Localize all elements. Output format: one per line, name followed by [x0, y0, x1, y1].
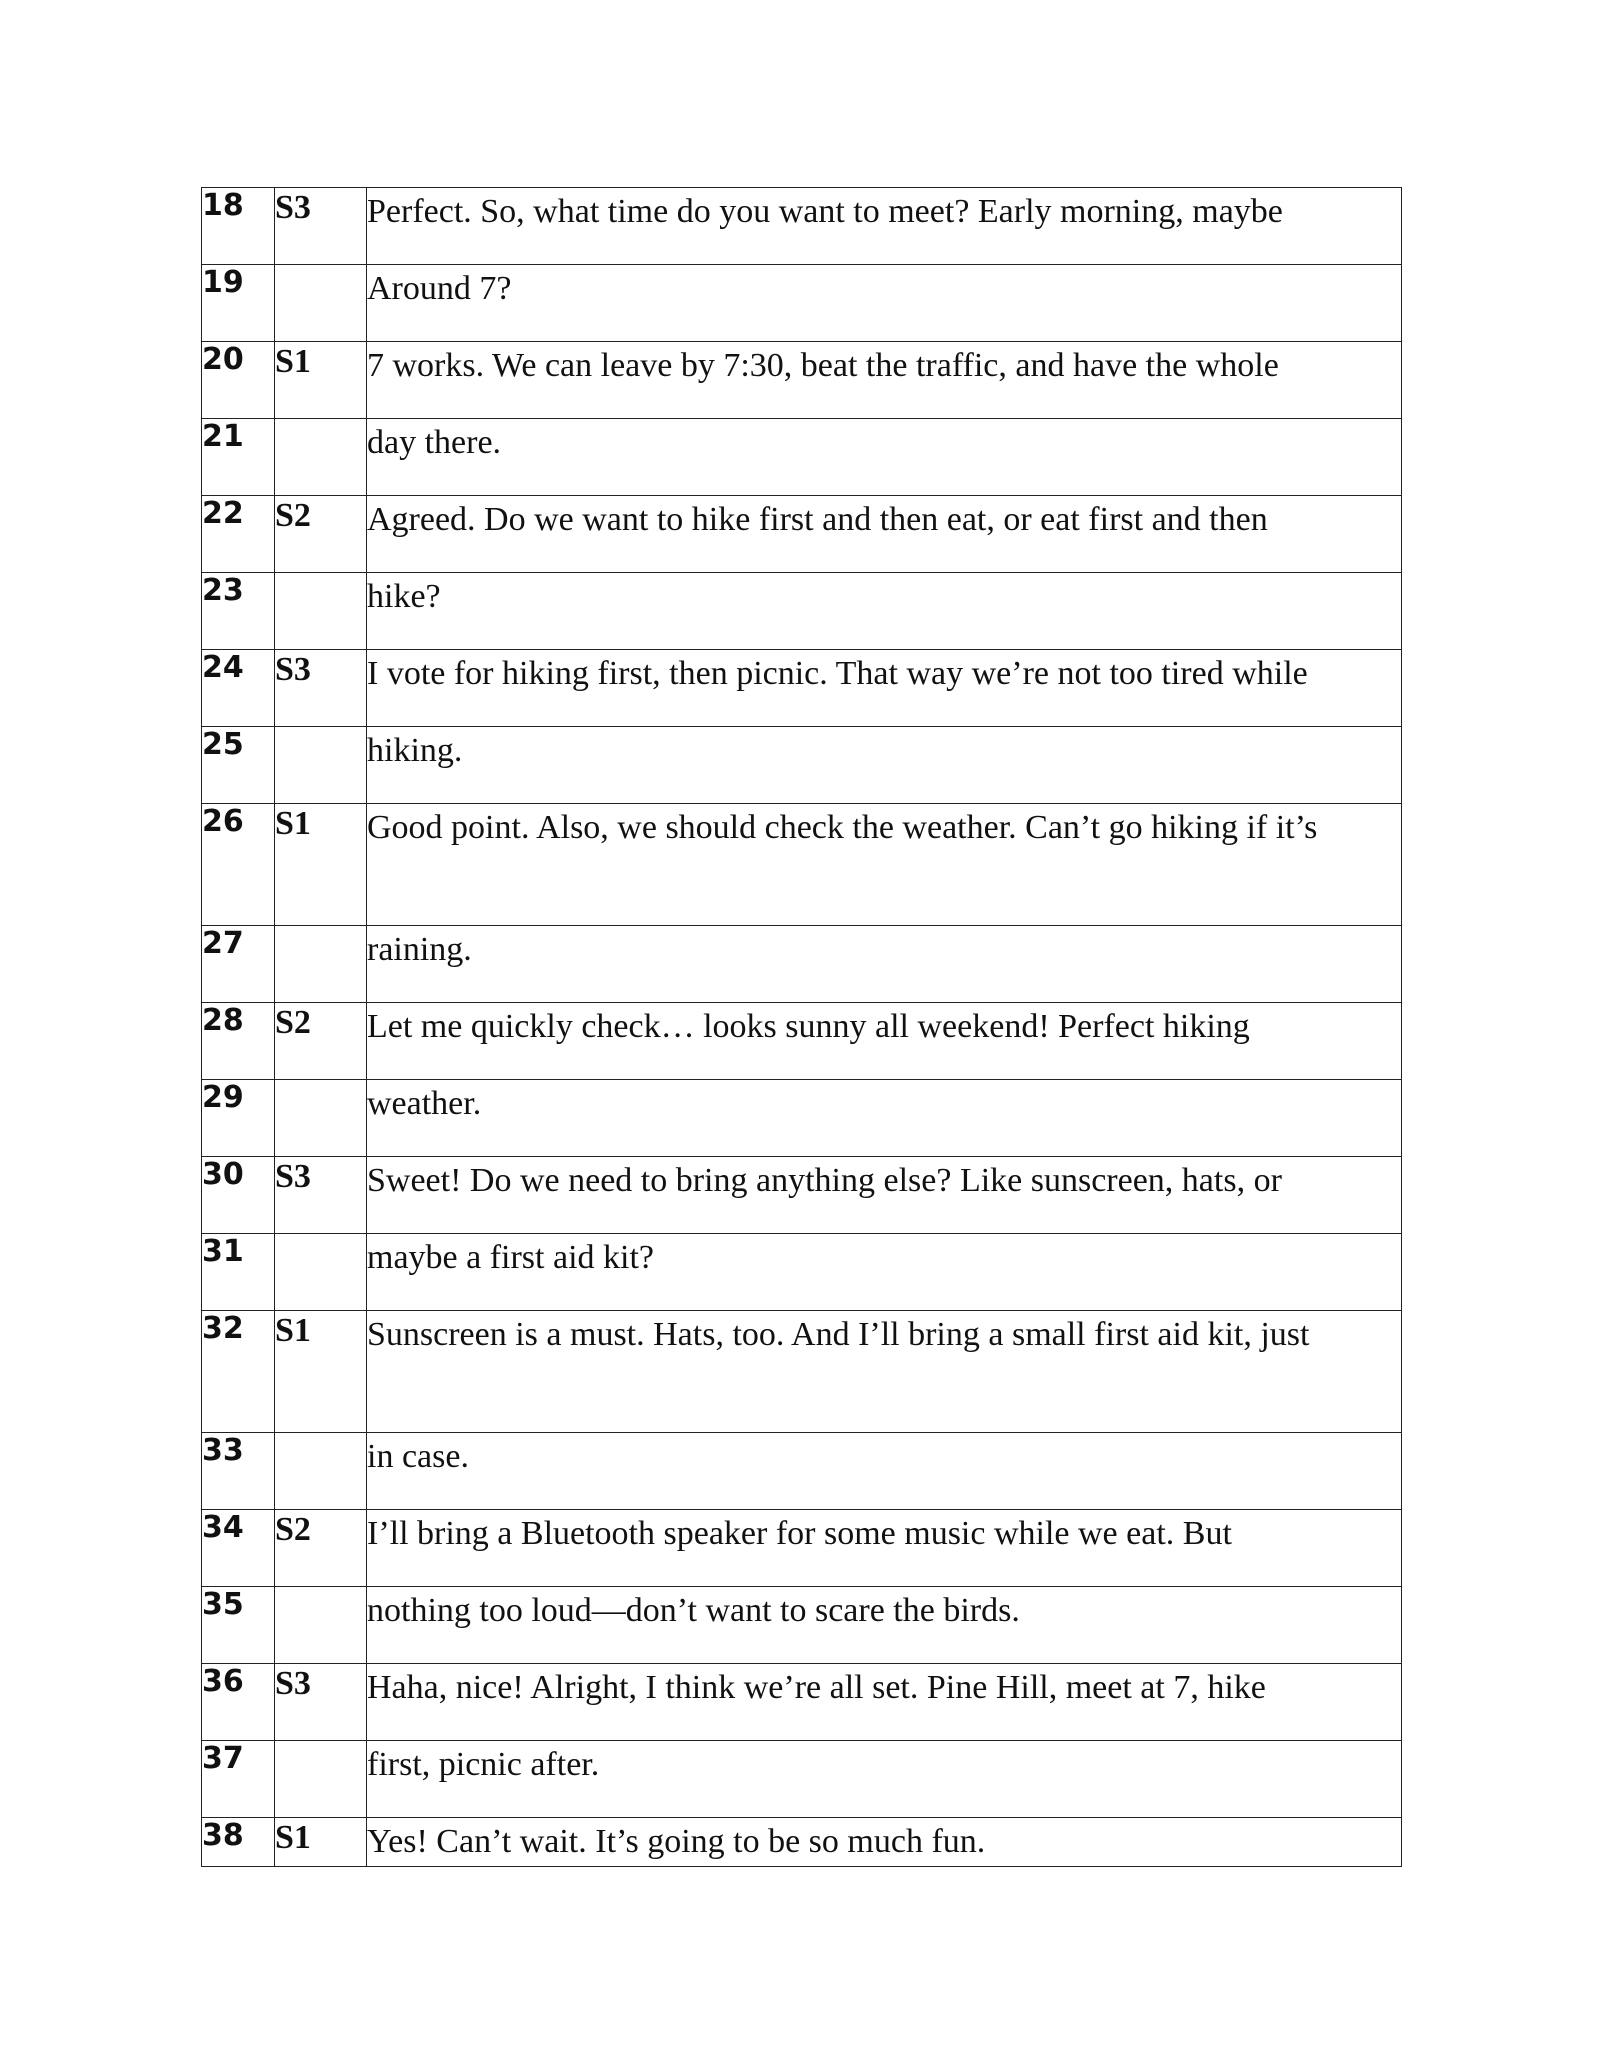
table-row	[202, 496, 1402, 573]
utterance-text: Sweet! Do we need to bring anything else? Like sunscreen, hats, or	[367, 1157, 1402, 1234]
line-number: 35	[202, 1587, 275, 1664]
speaker-label: S2	[275, 496, 367, 573]
line-number: 20	[202, 342, 275, 419]
speaker-label	[275, 573, 367, 650]
speaker-label: S2	[275, 1510, 367, 1587]
utterance-text: Around 7?	[367, 265, 1402, 342]
utterance-text: weather.	[367, 1080, 1402, 1157]
line-number: 31	[202, 1234, 275, 1311]
utterance-text: I’ll bring a Bluetooth speaker for some music while we eat. But	[367, 1510, 1402, 1587]
utterance-text: hike?	[367, 573, 1402, 650]
utterance-text: Haha, nice! Alright, I think we’re all set. Pine Hill, meet at 7, hike	[367, 1664, 1402, 1741]
line-number: 23	[202, 573, 275, 650]
utterance-text: Sunscreen is a must. Hats, too. And I’ll bring a small first aid kit, just	[367, 1311, 1402, 1433]
table-row	[202, 265, 1402, 342]
speaker-label: S1	[275, 1818, 367, 1867]
speaker-label	[275, 265, 367, 342]
utterance-text: Perfect. So, what time do you want to meet? Early morning, maybe	[367, 188, 1402, 265]
speaker-label	[275, 419, 367, 496]
speaker-label: S3	[275, 1664, 367, 1741]
line-number: 32	[202, 1311, 275, 1433]
table-row	[202, 1080, 1402, 1157]
speaker-label: S3	[275, 188, 367, 265]
utterance-text: Agreed. Do we want to hike first and then eat, or eat first and then	[367, 496, 1402, 573]
utterance-text: raining.	[367, 926, 1402, 1003]
speaker-label	[275, 1234, 367, 1311]
utterance-text: 7 works. We can leave by 7:30, beat the traffic, and have the whole	[367, 342, 1402, 419]
table-row	[202, 1157, 1402, 1234]
line-number: 27	[202, 926, 275, 1003]
table-row	[202, 419, 1402, 496]
utterance-text: Good point. Also, we should check the weather. Can’t go hiking if it’s	[367, 804, 1402, 926]
table-row	[202, 1587, 1402, 1664]
line-number: 18	[202, 188, 275, 265]
line-number: 25	[202, 727, 275, 804]
speaker-label: S3	[275, 1157, 367, 1234]
speaker-label: S1	[275, 1311, 367, 1433]
speaker-label	[275, 1741, 367, 1818]
table-row	[202, 573, 1402, 650]
line-number: 34	[202, 1510, 275, 1587]
table-row	[202, 1510, 1402, 1587]
table-row	[202, 1818, 1402, 1867]
table-row	[202, 1664, 1402, 1741]
table-row	[202, 650, 1402, 727]
table-row	[202, 1234, 1402, 1311]
line-number: 19	[202, 265, 275, 342]
utterance-text: in case.	[367, 1433, 1402, 1510]
utterance-text: nothing too loud—don’t want to scare the birds.	[367, 1587, 1402, 1664]
speaker-label: S1	[275, 804, 367, 926]
table-row	[202, 342, 1402, 419]
speaker-label: S3	[275, 650, 367, 727]
utterance-text: Yes! Can’t wait. It’s going to be so much fun.	[367, 1818, 1402, 1867]
table-row	[202, 1311, 1402, 1433]
table-row	[202, 1433, 1402, 1510]
line-number: 33	[202, 1433, 275, 1510]
table-row	[202, 1003, 1402, 1080]
utterance-text: Let me quickly check… looks sunny all weekend! Perfect hiking	[367, 1003, 1402, 1080]
utterance-text: day there.	[367, 419, 1402, 496]
line-number: 29	[202, 1080, 275, 1157]
utterance-text: I vote for hiking first, then picnic. That way we’re not too tired while	[367, 650, 1402, 727]
speaker-label	[275, 1080, 367, 1157]
table-row	[202, 1741, 1402, 1818]
line-number: 21	[202, 419, 275, 496]
utterance-text: hiking.	[367, 727, 1402, 804]
transcript-table	[201, 187, 1402, 1867]
line-number: 28	[202, 1003, 275, 1080]
speaker-label	[275, 926, 367, 1003]
line-number: 22	[202, 496, 275, 573]
speaker-label	[275, 727, 367, 804]
speaker-label: S2	[275, 1003, 367, 1080]
speaker-label	[275, 1433, 367, 1510]
line-number: 36	[202, 1664, 275, 1741]
utterance-text: maybe a first aid kit?	[367, 1234, 1402, 1311]
table-row	[202, 727, 1402, 804]
line-number: 24	[202, 650, 275, 727]
line-number: 38	[202, 1818, 275, 1867]
table-row	[202, 926, 1402, 1003]
line-number: 37	[202, 1741, 275, 1818]
utterance-text: first, picnic after.	[367, 1741, 1402, 1818]
table-row	[202, 804, 1402, 926]
line-number: 30	[202, 1157, 275, 1234]
speaker-label: S1	[275, 342, 367, 419]
speaker-label	[275, 1587, 367, 1664]
line-number: 26	[202, 804, 275, 926]
table-row	[202, 188, 1402, 265]
